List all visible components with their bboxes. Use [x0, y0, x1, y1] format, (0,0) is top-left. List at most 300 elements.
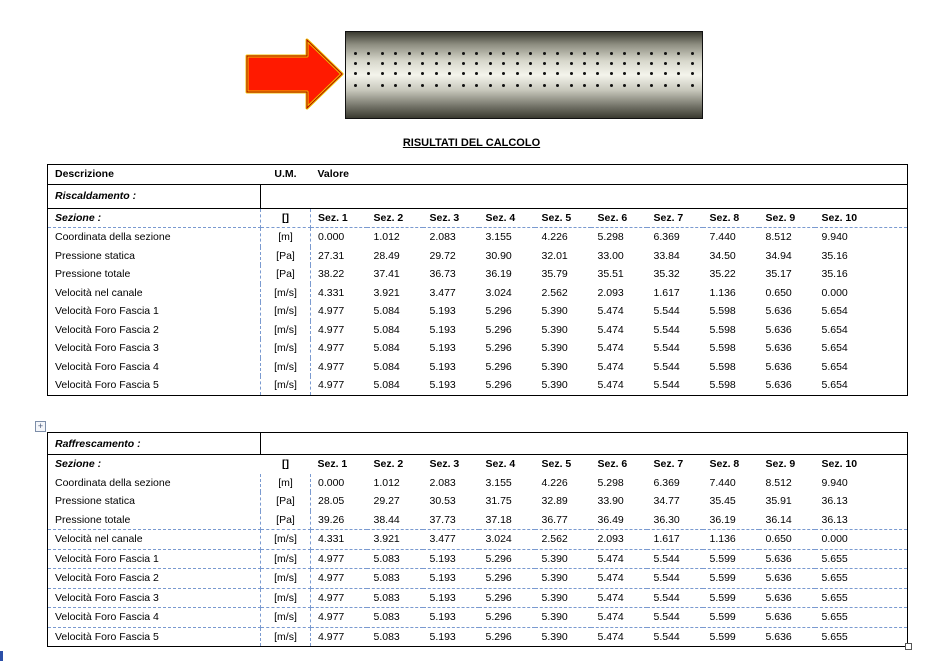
hole-dot [610, 62, 613, 65]
row-label: Coordinata della sezione [48, 474, 261, 493]
hole-dot [583, 72, 586, 75]
row-value: 5.193 [429, 305, 456, 318]
row-value: 5.544 [653, 360, 680, 373]
row-value: 5.390 [541, 305, 568, 318]
table-row [48, 511, 908, 530]
hole-dot [367, 52, 370, 55]
hole-dot [354, 52, 357, 55]
hole-dot [664, 62, 667, 65]
row-value: 4.977 [311, 569, 367, 589]
row-um: [m/s] [261, 608, 311, 628]
hole-dot [502, 52, 505, 55]
header-valore: Valore [311, 165, 908, 185]
row-label: Velocità Foro Fascia 2 [48, 569, 261, 589]
row-value: 28.49 [373, 249, 400, 262]
hole-dot [691, 72, 694, 75]
row-value: 5.636 [759, 588, 815, 608]
row-value: 5.193 [429, 360, 456, 373]
hole-dot [502, 84, 505, 87]
row-value: 4.977 [318, 305, 345, 318]
cursor-mark [0, 651, 3, 661]
hole-dot [556, 62, 559, 65]
row-value: 37.18 [479, 511, 535, 530]
hole-row-4 [354, 84, 694, 87]
row-value: 4.977 [318, 323, 345, 336]
hole-dot [381, 84, 384, 87]
sezione-col: Sez. 7 [653, 458, 684, 471]
row-um: [m/s] [261, 588, 311, 608]
sezione-col: Sez. 6 [597, 458, 628, 471]
hole-dot [623, 52, 626, 55]
row-value: 5.296 [479, 608, 535, 628]
row-value: 5.298 [597, 476, 624, 489]
row-value: 37.73 [423, 511, 479, 530]
hole-dot [691, 62, 694, 65]
row-value: 5.544 [653, 323, 680, 336]
row-label: Velocità Foro Fascia 3 [48, 339, 261, 358]
hole-dot [421, 62, 424, 65]
row-value: 5.390 [535, 588, 591, 608]
table-move-handle-icon[interactable]: + [35, 421, 46, 432]
row-value: 6.369 [653, 476, 680, 489]
hole-dot [489, 72, 492, 75]
row-value: 5.654 [821, 360, 848, 373]
hole-dot [408, 84, 411, 87]
hole-dot [650, 52, 653, 55]
row-value: 5.296 [485, 630, 512, 643]
hole-dot [354, 72, 357, 75]
hole-dot [489, 52, 492, 55]
row-value: 2.083 [429, 231, 456, 244]
sezione-col: Sez. 6 [591, 208, 647, 228]
row-label: Velocità nel canale [48, 530, 261, 550]
sezione-col: Sez. 10 [821, 458, 858, 471]
row-value: 4.977 [318, 342, 345, 355]
row-value: 32.01 [541, 249, 568, 262]
table-resize-handle-icon[interactable] [905, 643, 912, 650]
perforated-duct-illustration [245, 28, 705, 120]
hole-dot [475, 52, 478, 55]
row-value: 5.390 [541, 630, 568, 643]
row-value: 36.77 [535, 511, 591, 530]
hole-dot [448, 52, 451, 55]
row-value: 5.390 [535, 569, 591, 589]
sezione-col: Sez. 5 [535, 208, 591, 228]
row-value: 3.155 [485, 476, 512, 489]
row-value: 5.599 [703, 569, 759, 589]
row-value: 36.14 [759, 511, 815, 530]
hole-dot [556, 72, 559, 75]
hole-dot [623, 62, 626, 65]
row-value: 7.440 [709, 476, 736, 489]
hole-dot [677, 72, 680, 75]
row-value: 28.05 [318, 495, 345, 508]
hole-dot [664, 84, 667, 87]
hole-dot [570, 84, 573, 87]
row-value: 5.636 [765, 630, 792, 643]
row-um: [m] [261, 474, 311, 493]
row-value: 32.89 [541, 495, 568, 508]
row-label: Velocità Foro Fascia 5 [48, 627, 261, 647]
table-row [48, 339, 908, 358]
row-value: 5.599 [709, 630, 736, 643]
hole-dot [462, 84, 465, 87]
row-value: 0.650 [765, 286, 792, 299]
hole-dot [664, 52, 667, 55]
row-value: 5.636 [765, 323, 792, 336]
row-value: 9.940 [821, 231, 848, 244]
hole-dot [637, 84, 640, 87]
row-value: 33.90 [597, 495, 624, 508]
row-value: 5.544 [653, 305, 680, 318]
riscaldamento-label: Riscaldamento : [48, 184, 261, 208]
hole-dot [381, 52, 384, 55]
hole-dot [475, 84, 478, 87]
row-value: 0.000 [821, 286, 848, 299]
row-label: Pressione totale [48, 265, 261, 284]
hole-dot [529, 84, 532, 87]
hole-dot [462, 52, 465, 55]
row-value: 34.77 [653, 495, 680, 508]
hole-dot [691, 52, 694, 55]
row-value: 5.084 [373, 323, 400, 336]
riscaldamento-title-row [48, 184, 908, 208]
hole-dot [650, 84, 653, 87]
row-value: 5.193 [429, 323, 456, 336]
riscaldamento-data-rows [48, 228, 908, 396]
hole-dot [394, 62, 397, 65]
row-value: 5.599 [703, 549, 759, 569]
row-value: 5.296 [485, 360, 512, 373]
row-value: 5.599 [703, 608, 759, 628]
hole-dot [677, 84, 680, 87]
row-value: 3.921 [373, 286, 400, 299]
row-value: 5.390 [535, 549, 591, 569]
row-value: 1.617 [653, 286, 680, 299]
hole-dot [421, 72, 424, 75]
table-row [48, 376, 908, 395]
row-value: 5.654 [821, 342, 848, 355]
row-value: 4.977 [311, 549, 367, 569]
row-value: 5.654 [821, 323, 848, 336]
row-um: [m/s] [261, 530, 311, 550]
hole-dot [543, 72, 546, 75]
row-value: 3.155 [485, 231, 512, 244]
row-value: 3.477 [429, 286, 456, 299]
table-row [48, 284, 908, 303]
table-row [48, 549, 908, 569]
sezione-row [48, 455, 908, 474]
hole-dot [367, 62, 370, 65]
header-um: U.M. [261, 165, 311, 185]
sezione-col: Sez. 4 [479, 208, 535, 228]
row-value: 5.636 [765, 360, 792, 373]
row-value: 5.193 [423, 549, 479, 569]
row-value: 5.390 [541, 323, 568, 336]
row-value: 5.598 [709, 379, 736, 392]
row-value: 5.474 [591, 608, 647, 628]
row-um: [m/s] [261, 549, 311, 569]
sezione-col: Sez. 8 [709, 458, 740, 471]
row-value: 5.193 [423, 588, 479, 608]
table-row [48, 608, 908, 628]
hole-dot [394, 52, 397, 55]
row-value: 36.30 [647, 511, 703, 530]
row-um: [m/s] [261, 321, 311, 340]
table-row [48, 492, 908, 511]
row-value: 4.331 [318, 286, 345, 299]
hole-dot [677, 52, 680, 55]
hole-row-2 [354, 62, 694, 65]
hole-dot [543, 84, 546, 87]
row-um: [m/s] [261, 339, 311, 358]
table-row [48, 474, 908, 493]
row-value: 5.084 [373, 305, 400, 318]
page-title: RISULTATI DEL CALCOLO [402, 137, 541, 149]
table-row [48, 302, 908, 321]
row-value: 35.91 [765, 495, 792, 508]
hole-dot [570, 72, 573, 75]
row-value: 5.296 [485, 305, 512, 318]
row-value: 5.390 [535, 608, 591, 628]
row-label: Velocità Foro Fascia 2 [48, 321, 261, 340]
hole-dot [475, 72, 478, 75]
hole-dot [623, 84, 626, 87]
hole-dot [408, 52, 411, 55]
row-value: 38.22 [318, 268, 345, 281]
row-value: 5.655 [815, 549, 908, 569]
row-value: 0.000 [815, 530, 908, 550]
row-value: 5.474 [591, 549, 647, 569]
hole-dot [637, 52, 640, 55]
raffrescamento-label: Raffrescamento : [48, 433, 261, 455]
row-value: 5.474 [597, 323, 624, 336]
hole-dot [610, 52, 613, 55]
row-value: 5.655 [815, 608, 908, 628]
hole-dot [516, 84, 519, 87]
hole-dot [596, 52, 599, 55]
sezione-col: Sez. 9 [759, 208, 815, 228]
row-value: 1.136 [709, 286, 736, 299]
row-value: 34.94 [765, 249, 792, 262]
row-value: 5.474 [597, 630, 624, 643]
row-um: [m] [261, 228, 311, 247]
row-label: Velocità Foro Fascia 5 [48, 376, 261, 395]
hole-dot [516, 52, 519, 55]
row-value: 5.193 [429, 342, 456, 355]
hole-dot [691, 84, 694, 87]
row-value: 5.636 [765, 342, 792, 355]
hole-dot [664, 72, 667, 75]
row-value: 2.562 [535, 530, 591, 550]
row-value: 1.012 [373, 476, 400, 489]
sezione-row [48, 208, 908, 228]
row-value: 35.45 [709, 495, 736, 508]
hole-dot [448, 62, 451, 65]
sezione-col: Sez. 1 [311, 208, 367, 228]
row-value: 4.977 [318, 379, 345, 392]
row-value: 5.296 [479, 549, 535, 569]
raffrescamento-title-row [48, 433, 908, 455]
row-value: 5.193 [423, 569, 479, 589]
hole-dot [650, 62, 653, 65]
hole-dot [381, 72, 384, 75]
row-value: 5.544 [653, 630, 680, 643]
hole-dot [489, 84, 492, 87]
row-value: 5.655 [821, 630, 848, 643]
hole-dot [529, 72, 532, 75]
row-value: 5.598 [709, 360, 736, 373]
row-label: Pressione totale [48, 511, 261, 530]
hole-dot [543, 52, 546, 55]
row-um: [m/s] [261, 376, 311, 395]
row-value: 5.544 [647, 549, 703, 569]
row-value: 5.544 [653, 342, 680, 355]
row-value: 3.024 [479, 530, 535, 550]
row-value: 35.51 [597, 268, 624, 281]
hole-dot [583, 52, 586, 55]
row-value: 5.083 [367, 549, 423, 569]
hole-dot [394, 84, 397, 87]
row-value: 5.296 [485, 379, 512, 392]
row-value: 2.083 [429, 476, 456, 489]
row-value: 5.296 [479, 569, 535, 589]
hole-dot [677, 62, 680, 65]
table-row [48, 321, 908, 340]
row-value: 4.977 [318, 630, 345, 643]
row-value: 4.977 [311, 588, 367, 608]
hole-dot [516, 72, 519, 75]
row-value: 35.16 [821, 268, 848, 281]
hole-dot [637, 72, 640, 75]
row-value: 5.544 [647, 608, 703, 628]
row-value: 5.636 [765, 379, 792, 392]
hole-dot [408, 72, 411, 75]
sezione-col: Sez. 2 [373, 458, 404, 471]
hole-dot [421, 52, 424, 55]
hole-dot [570, 52, 573, 55]
row-value: 4.331 [311, 530, 367, 550]
row-label: Velocità Foro Fascia 3 [48, 588, 261, 608]
hole-dot [354, 62, 357, 65]
row-value: 0.000 [318, 231, 345, 244]
duct-body [345, 31, 703, 119]
hole-dot [570, 62, 573, 65]
row-value: 2.093 [597, 286, 624, 299]
hole-dot [583, 84, 586, 87]
hole-dot [462, 62, 465, 65]
hole-dot [489, 62, 492, 65]
row-value: 5.083 [367, 608, 423, 628]
row-value: 5.390 [541, 379, 568, 392]
row-value: 5.193 [429, 379, 456, 392]
sezione-um: [] [282, 458, 289, 471]
row-value: 5.636 [759, 608, 815, 628]
hole-dot [583, 62, 586, 65]
row-value: 5.298 [597, 231, 624, 244]
row-value: 4.226 [541, 231, 568, 244]
sezione-col: Sez. 3 [429, 458, 460, 471]
row-value: 5.598 [709, 305, 736, 318]
hole-dot [462, 72, 465, 75]
hole-dot [556, 84, 559, 87]
row-value: 5.655 [815, 569, 908, 589]
hole-dot [637, 62, 640, 65]
hole-dot [556, 52, 559, 55]
row-um: [m/s] [261, 284, 311, 303]
hole-dot [448, 72, 451, 75]
row-value: 5.390 [541, 360, 568, 373]
row-value: 5.474 [597, 342, 624, 355]
header-descrizione: Descrizione [48, 165, 261, 185]
row-value: 7.440 [709, 231, 736, 244]
hole-dot [596, 62, 599, 65]
sezione-um: [] [261, 208, 311, 228]
row-value: 5.474 [597, 305, 624, 318]
row-value: 4.977 [318, 360, 345, 373]
hole-dot [596, 72, 599, 75]
row-value: 5.636 [759, 549, 815, 569]
row-value: 1.617 [647, 530, 703, 550]
sezione-label: Sezione : [55, 458, 102, 471]
row-value: 33.00 [597, 249, 624, 262]
row-value: 5.296 [485, 323, 512, 336]
hole-dot [435, 84, 438, 87]
row-value: 3.477 [423, 530, 479, 550]
hole-dot [650, 72, 653, 75]
hole-dot [381, 62, 384, 65]
row-value: 5.598 [709, 323, 736, 336]
row-value: 8.512 [765, 231, 792, 244]
row-um: [Pa] [261, 265, 311, 284]
row-label: Pressione statica [48, 492, 261, 511]
row-value: 5.083 [373, 630, 400, 643]
row-value: 27.31 [318, 249, 345, 262]
row-value: 4.226 [541, 476, 568, 489]
row-value: 5.296 [479, 588, 535, 608]
hole-dot [354, 84, 357, 87]
row-value: 5.084 [373, 360, 400, 373]
hole-dot [529, 52, 532, 55]
table-row [48, 228, 908, 247]
row-value: 29.27 [373, 495, 400, 508]
row-value: 5.083 [367, 588, 423, 608]
row-value: 2.562 [541, 286, 568, 299]
row-um: [Pa] [261, 492, 311, 511]
row-label: Velocità Foro Fascia 1 [48, 302, 261, 321]
row-value: 1.012 [373, 231, 400, 244]
row-value: 9.940 [821, 476, 848, 489]
hole-dot [435, 62, 438, 65]
hole-dot [435, 52, 438, 55]
raffrescamento-data-rows [48, 474, 908, 647]
hole-dot [448, 84, 451, 87]
riscaldamento-table [47, 164, 908, 396]
raffrescamento-table [47, 432, 908, 647]
sezione-col: Sez. 7 [647, 208, 703, 228]
table-row [48, 265, 908, 284]
row-value: 3.921 [367, 530, 423, 550]
hole-dot [596, 84, 599, 87]
row-value: 39.26 [311, 511, 367, 530]
table-row [48, 627, 908, 647]
row-value: 5.193 [429, 630, 456, 643]
sezione-label: Sezione : [48, 208, 261, 228]
hole-dot [435, 72, 438, 75]
row-value: 0.650 [759, 530, 815, 550]
header-row [48, 165, 908, 185]
row-um: [m/s] [261, 627, 311, 647]
